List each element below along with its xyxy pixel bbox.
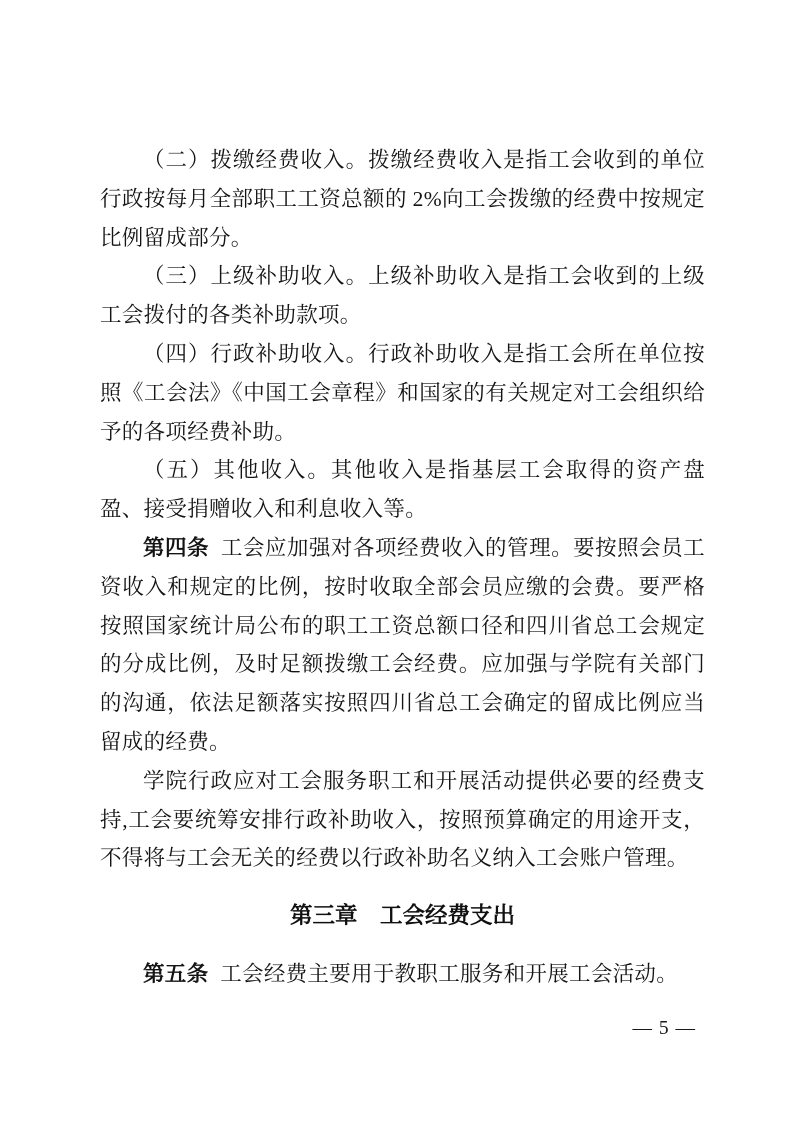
paragraph-administrative-subsidy-income: （四）行政补助收入。行政补助收入是指工会所在单位按照《工会法》《中国工会章程》和国家的有关规定对工会组织给予的各项经费补助。 (100, 341, 705, 444)
article-5-text: 工会经费主要用于教职工服务和开展工会活动。 (220, 961, 679, 986)
document-body (100, 141, 705, 994)
chapter-3-heading: 第三章 工会经费支出 (289, 903, 515, 929)
article-4-text: 工会应加强对各项经费收入的管理。要按照会员工资收入和规定的比例，按时收取全部会员应缴的会费。要严格按照国家统计局公布的职工工资总额口径和四川省总工会规定的分成比例，及时足额拨缴工会经费。应加强与学院有关部门的沟通，依法足额落实按照四川省总工会确定的留成比例应当留成的经费。 (100, 535, 705, 754)
paragraph-superior-subsidy-income: （三）上级补助收入。上级补助收入是指工会收到的上级工会拨付的各类补助款项。 (100, 264, 705, 328)
page-number: — 5 — (632, 1018, 696, 1039)
paragraph-college-admin-support: 学院行政应对工会服务职工和开展活动提供必要的经费支持,工会要统筹安排行政补助收入，按照预算确定的用途开支，不得将与工会无关的经费以行政补助名义纳入工会账户管理。 (100, 768, 705, 871)
paragraph-other-income: （五）其他收入。其他收入是指基层工会取得的资产盘盈、接受捐赠收入和利息收入等。 (100, 458, 705, 522)
paragraph-funds-allocated-income: （二）拨缴经费收入。拨缴经费收入是指工会收到的单位行政按每月全部职工工资总额的 2%向工会拨缴的经费中按规定比例留成部分。 (100, 148, 705, 250)
article-4-label: 第四条 (143, 535, 210, 560)
article-5-label: 第五条 (143, 961, 209, 986)
article-4-paragraph (100, 529, 705, 762)
article-5-paragraph (100, 955, 705, 994)
